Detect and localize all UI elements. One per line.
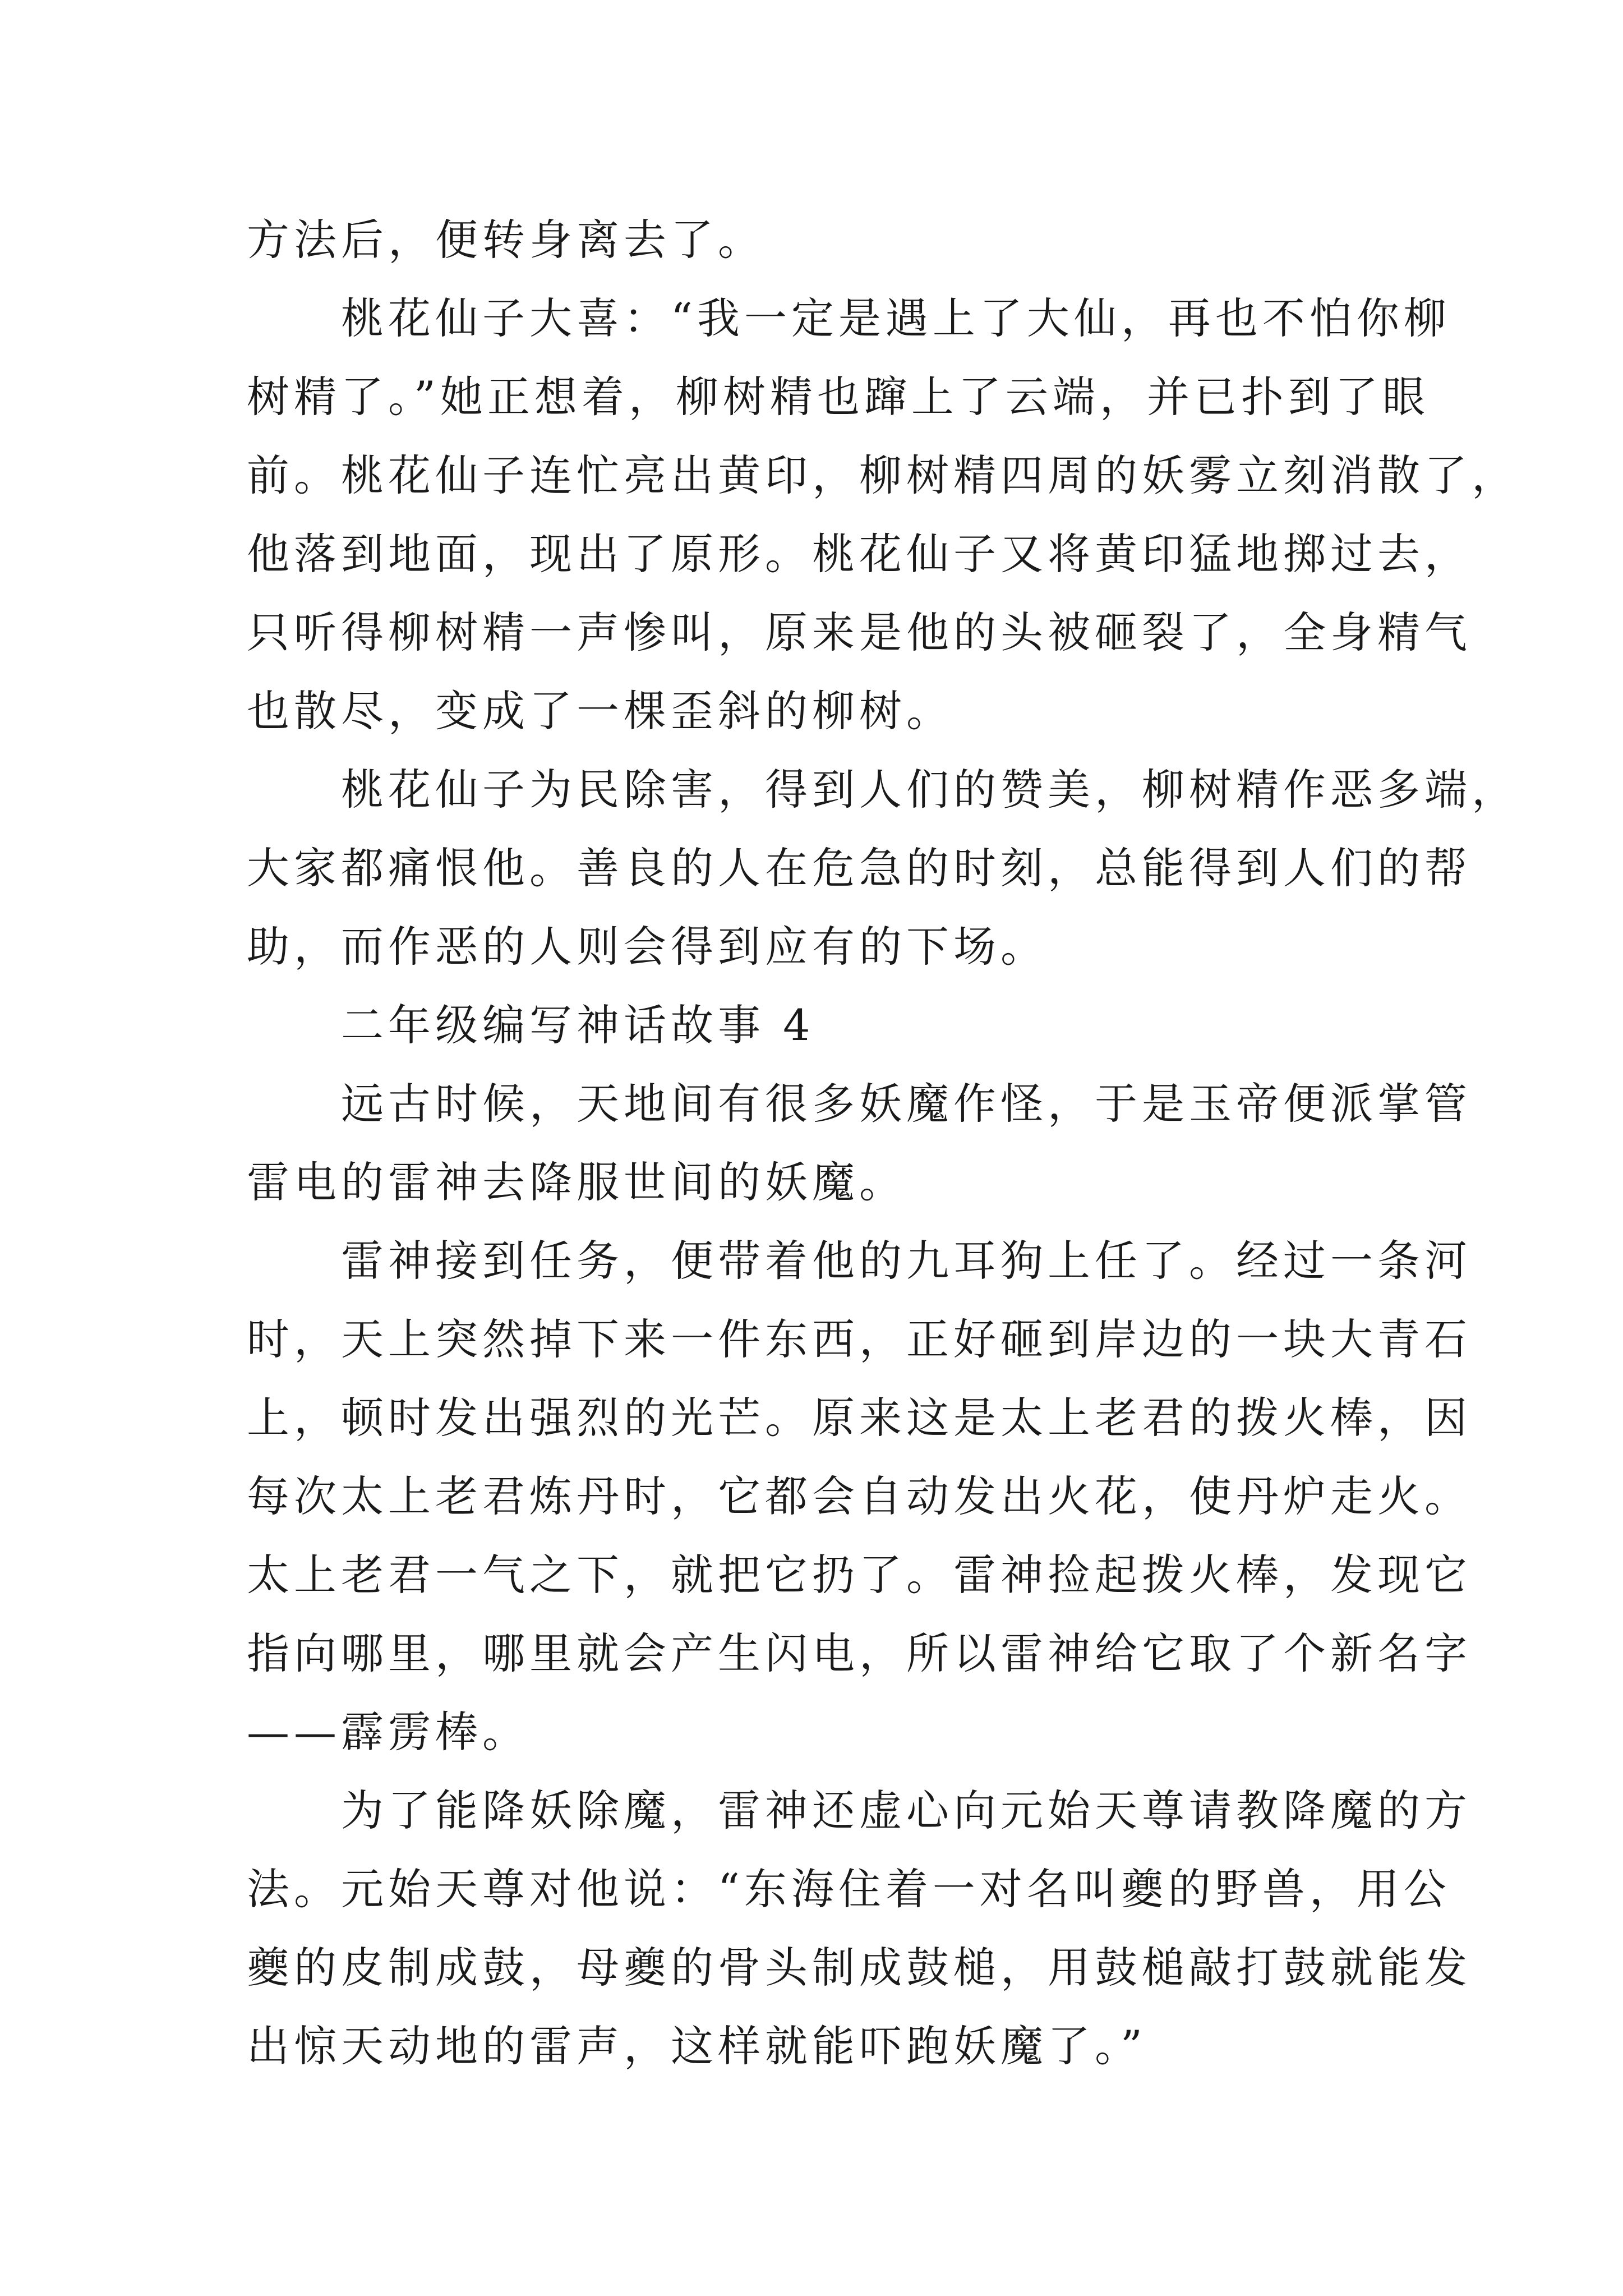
text-line: 夔的皮制成鼓，母夔的骨头制成鼓槌，用鼓槌敲打鼓就能发 — [247, 1943, 1472, 1993]
text-line: 法。元始天尊对他说：“东海住着一对名叫夔的野兽，用公 — [247, 1864, 1451, 1914]
text-line: 为了能降妖除魔，雷神还虚心向元始天尊请教降魔的方 — [341, 1786, 1472, 1835]
body-text — [247, 201, 1519, 2086]
text-line: 指向哪里，哪里就会产生闪电，所以雷神给它取了个新名字 — [247, 1628, 1472, 1678]
text-line: 远古时候，天地间有很多妖魔作怪，于是玉帝便派掌管 — [341, 1079, 1472, 1129]
text-line: ——霹雳棒。 — [247, 1707, 529, 1757]
text-line: 每次太上老君炼丹时，它都会自动发出火花，使丹炉走火。 — [247, 1471, 1472, 1521]
text-line: 二年级编写神话故事 4 — [341, 1000, 815, 1050]
text-line: 前。桃花仙子连忙亮出黄印，柳树精四周的妖雾立刻消散了， — [247, 450, 1519, 500]
text-line: 太上老君一气之下，就把它扔了。雷神捡起拨火棒，发现它 — [247, 1550, 1472, 1600]
text-line: 方法后，便转身离去了。 — [247, 215, 765, 265]
text-line: 助，而作恶的人则会得到应有的下场。 — [247, 922, 1048, 972]
text-line: 时，天上突然掉下来一件东西，正好砸到岸边的一块大青石 — [247, 1314, 1472, 1364]
text-line: 也散尽，变成了一棵歪斜的柳树。 — [247, 686, 953, 736]
text-line: 上，顿时发出强烈的光芒。原来这是太上老君的拨火棒，因 — [247, 1393, 1472, 1443]
text-line: 雷电的雷神去降服世间的妖魔。 — [247, 1157, 906, 1207]
text-line: 出惊天动地的雷声，这样就能吓跑妖魔了。” — [247, 2021, 1147, 2071]
text-line: 树精了。”她正想着，柳树精也蹿上了云端，并已扑到了眼 — [247, 372, 1430, 422]
text-line: 雷神接到任务，便带着他的九耳狗上任了。经过一条河 — [341, 1236, 1472, 1286]
text-line: 桃花仙子大喜：“我一定是遇上了大仙，再也不怕你柳 — [341, 293, 1451, 343]
text-line: 他落到地面，现出了原形。桃花仙子又将黄印猛地掷过去， — [247, 529, 1472, 579]
text-line: 只听得柳树精一声惨叫，原来是他的头被砸裂了，全身精气 — [247, 608, 1472, 657]
text-line: 桃花仙子为民除害，得到人们的赞美，柳树精作恶多端， — [341, 765, 1519, 815]
text-line: 大家都痛恨他。善良的人在危急的时刻，总能得到人们的帮 — [247, 843, 1472, 893]
